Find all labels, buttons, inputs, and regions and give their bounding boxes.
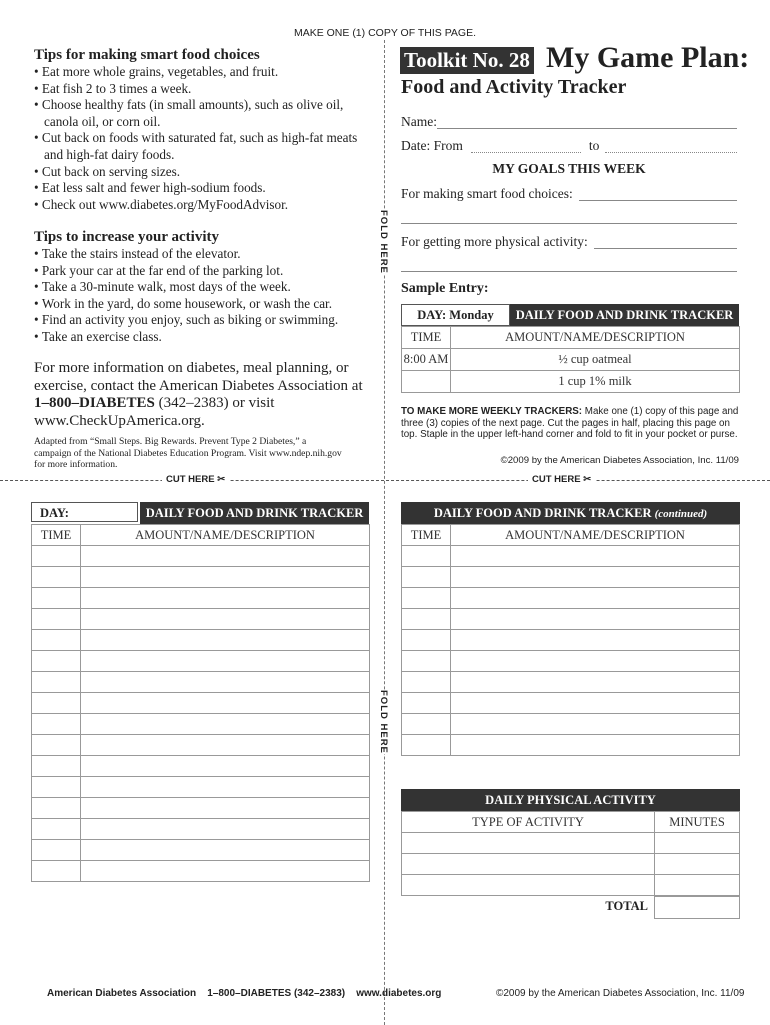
page-subtitle: Food and Activity Tracker [401,76,627,98]
info-phone: 1–800–DIABETES [34,395,155,412]
table-row[interactable] [32,672,370,693]
table-row[interactable] [402,546,740,567]
food-tracker-table [31,524,370,882]
physical-activity-table [401,811,740,896]
food-tips [34,47,379,213]
table-cell[interactable] [81,735,370,756]
sample-heading: Sample Entry: [401,281,489,296]
table-cell[interactable] [32,546,81,567]
table-cell[interactable] [32,777,81,798]
table-cell[interactable] [81,546,370,567]
table-cell[interactable] [32,798,81,819]
col-time: TIME [402,525,451,546]
table-row[interactable] [402,833,740,854]
table-cell[interactable] [81,798,370,819]
table-row[interactable] [32,756,370,777]
table-row[interactable] [32,714,370,735]
table-cell[interactable] [32,735,81,756]
table-cell[interactable] [32,861,81,882]
table-cell[interactable] [402,833,655,854]
copy-note: MAKE ONE (1) COPY OF THIS PAGE. [293,27,477,39]
table-row[interactable] [402,588,740,609]
list-item: • Take a 30-minute walk, most days of the week. [34,279,379,296]
list-item: • Park your car at the far end of the parking lot. [34,263,379,280]
table-row[interactable] [32,861,370,882]
table-cell[interactable] [451,714,740,735]
cut-here-right: CUT HERE ✂ [528,474,595,485]
page-title: My Game Plan: [546,41,750,74]
info-phone-rest: (342–2383) or visit [154,395,275,412]
table-cell[interactable] [81,588,370,609]
sample-table [401,326,740,393]
table-cell[interactable] [32,672,81,693]
table-cell[interactable] [81,693,370,714]
table-row[interactable] [32,693,370,714]
table-row[interactable] [32,735,370,756]
table-cell[interactable] [81,756,370,777]
list-item: • Eat fish 2 to 3 times a week. [34,81,379,98]
table-row[interactable] [402,630,740,651]
weekly-instructions: TO MAKE MORE WEEKLY TRACKERS: Make one (1) copy of this page and three (3) copies of the next page. Cut the pages in half, placing this page on top. Staple in the upper left-hand corner and fold to fit in your pocket or purse. [401,406,739,441]
table-row[interactable] [402,651,740,672]
table-cell[interactable] [32,630,81,651]
sample-col-time: TIME [402,327,451,349]
table-cell[interactable] [32,693,81,714]
sample-tracker-bar: DAILY FOOD AND DRINK TRACKER [510,304,739,326]
total-label: TOTAL [605,899,648,913]
goals-heading: MY GOALS THIS WEEK [492,161,646,176]
table-cell[interactable] [451,651,740,672]
table-cell[interactable] [32,819,81,840]
activity-tips [34,229,379,346]
day-label: DAY: [31,502,138,522]
list-item: • Check out www.diabetes.org/MyFoodAdvisor. [34,197,379,214]
col-desc: AMOUNT/NAME/DESCRIPTION [451,525,740,546]
table-cell[interactable] [402,735,451,756]
list-item: • Take the stairs instead of the elevator. [34,246,379,263]
food-tips-list [34,64,379,213]
table-cell[interactable] [81,840,370,861]
list-item: • Take an exercise class. [34,329,379,346]
weekly-copyright: ©2009 by the American Diabetes Association, Inc. 11/09 [500,455,739,466]
activity-tips-heading: Tips to increase your activity [34,229,219,245]
list-item: • Find an activity you enjoy, such as biking or swimming. [34,312,379,329]
sample-col-desc: AMOUNT/NAME/DESCRIPTION [451,327,740,349]
food-goal-field[interactable] [401,186,737,202]
table-row[interactable] [402,875,740,896]
table-cell[interactable] [81,714,370,735]
info-text: For more information on diabetes, meal planning, or exercise, contact the American Diabetes Association at [34,360,363,394]
food-tracker-continued-table [401,524,740,756]
date-field[interactable] [401,138,737,154]
table-row[interactable] [402,567,740,588]
table-cell[interactable] [32,567,81,588]
table-cell[interactable] [81,861,370,882]
table-cell[interactable] [451,693,740,714]
table-cell[interactable] [402,588,451,609]
table-cell[interactable] [451,630,740,651]
fold-here-bottom: FOLD HERE [378,690,389,754]
info-url[interactable]: www.CheckUpAmerica.org. [34,412,205,429]
food-tracker-continued-bar: DAILY FOOD AND DRINK TRACKER (continued) [401,502,740,524]
table-cell[interactable] [81,819,370,840]
table-cell[interactable] [32,609,81,630]
table-cell[interactable] [402,609,451,630]
list-item: • Choose healthy fats (in small amounts), such as olive oil, canola oil, or corn oil. [34,97,379,130]
food-tips-heading: Tips for making smart food choices [34,47,260,63]
table-row[interactable] [32,630,370,651]
table-row[interactable] [32,777,370,798]
scissors-icon: ✂ [583,474,592,485]
table-cell[interactable] [402,714,451,735]
toolkit-badge: Toolkit No. 28 [400,47,534,74]
table-cell[interactable] [402,630,451,651]
table-cell[interactable] [32,651,81,672]
activity-goal-line[interactable] [401,271,737,272]
table-cell[interactable] [32,588,81,609]
table-cell[interactable] [81,567,370,588]
table-cell[interactable] [402,546,451,567]
table-row[interactable] [402,672,740,693]
table-cell[interactable] [451,609,740,630]
table-cell[interactable] [402,854,655,875]
col-desc: AMOUNT/NAME/DESCRIPTION [81,525,370,546]
name-label: Name: [401,114,437,129]
table-cell[interactable] [655,833,740,854]
list-item: • Eat more whole grains, vegetables, and fruit. [34,64,379,81]
table-cell[interactable] [402,651,451,672]
physical-activity-bar: DAILY PHYSICAL ACTIVITY [401,789,740,811]
table-row[interactable] [402,854,740,875]
table-cell[interactable] [81,609,370,630]
scissors-icon: ✂ [217,474,226,485]
activity-tips-list [34,246,379,346]
sample-day: DAY: Monday [401,304,510,326]
total-field[interactable] [654,896,740,919]
table-row[interactable] [402,693,740,714]
table-cell[interactable] [81,777,370,798]
adapted-note: Adapted from “Small Steps. Big Rewards. Prevent Type 2 Diabetes,” a campaign of the National Diabetes Education Program. Visit www.ndep.nih.gov for more information. [34,436,342,471]
title-block [400,41,750,79]
table-row[interactable] [402,735,740,756]
food-tracker-header [31,502,369,524]
table-row[interactable] [32,546,370,567]
cut-here-left: CUT HERE ✂ [162,474,229,485]
table-cell[interactable] [402,567,451,588]
list-item: • Cut back on serving sizes. [34,164,379,181]
table-cell[interactable] [451,735,740,756]
name-field[interactable] [401,114,737,130]
footer-copyright: ©2009 by the American Diabetes Association, Inc. 11/09 [496,988,745,999]
list-item: • Eat less salt and fewer high-sodium foods. [34,180,379,197]
table-row[interactable] [32,840,370,861]
fold-here-top: FOLD HERE [378,210,389,274]
table-row[interactable] [402,609,740,630]
footer-contact: American Diabetes Association 1–800–DIABETES (342–2383) www.diabetes.org [47,988,442,999]
food-tracker-bar: DAILY FOOD AND DRINK TRACKER [140,502,369,524]
activity-goal-field[interactable] [401,234,737,250]
food-goal-label: For making smart food choices: [401,186,573,201]
table-row: 8:00 AM ½ cup oatmeal [402,349,740,371]
table-cell[interactable] [81,630,370,651]
col-minutes: MINUTES [655,812,740,833]
table-cell[interactable] [655,875,740,896]
table-cell[interactable] [402,875,655,896]
table-row[interactable] [32,567,370,588]
list-item: • Work in the yard, do some housework, or wash the car. [34,296,379,313]
table-cell[interactable] [402,693,451,714]
table-cell[interactable] [451,546,740,567]
table-cell[interactable] [32,756,81,777]
table-cell[interactable] [451,567,740,588]
date-from-label: Date: From [401,138,463,153]
col-time: TIME [32,525,81,546]
list-item: • Cut back on foods with saturated fat, such as high-fat meats and high-fat dairy foods. [34,130,379,163]
table-cell[interactable] [81,672,370,693]
fold-line [384,40,385,1025]
info-paragraph [34,360,364,430]
table-row[interactable] [32,609,370,630]
food-goal-line[interactable] [401,223,737,224]
table-cell[interactable] [81,651,370,672]
table-row: 1 cup 1% milk [402,371,740,393]
table-cell[interactable] [32,840,81,861]
col-activity-type: TYPE OF ACTIVITY [402,812,655,833]
table-cell[interactable] [451,588,740,609]
table-cell[interactable] [655,854,740,875]
date-to-label: to [588,138,600,153]
table-cell[interactable] [32,714,81,735]
table-row[interactable] [32,819,370,840]
sample-header [401,304,739,326]
table-row[interactable] [32,651,370,672]
cut-line [0,480,770,481]
table-row[interactable] [32,588,370,609]
table-row[interactable] [402,714,740,735]
table-cell[interactable] [402,672,451,693]
table-cell[interactable] [451,672,740,693]
table-row[interactable] [32,798,370,819]
activity-goal-label: For getting more physical activity: [401,234,588,249]
